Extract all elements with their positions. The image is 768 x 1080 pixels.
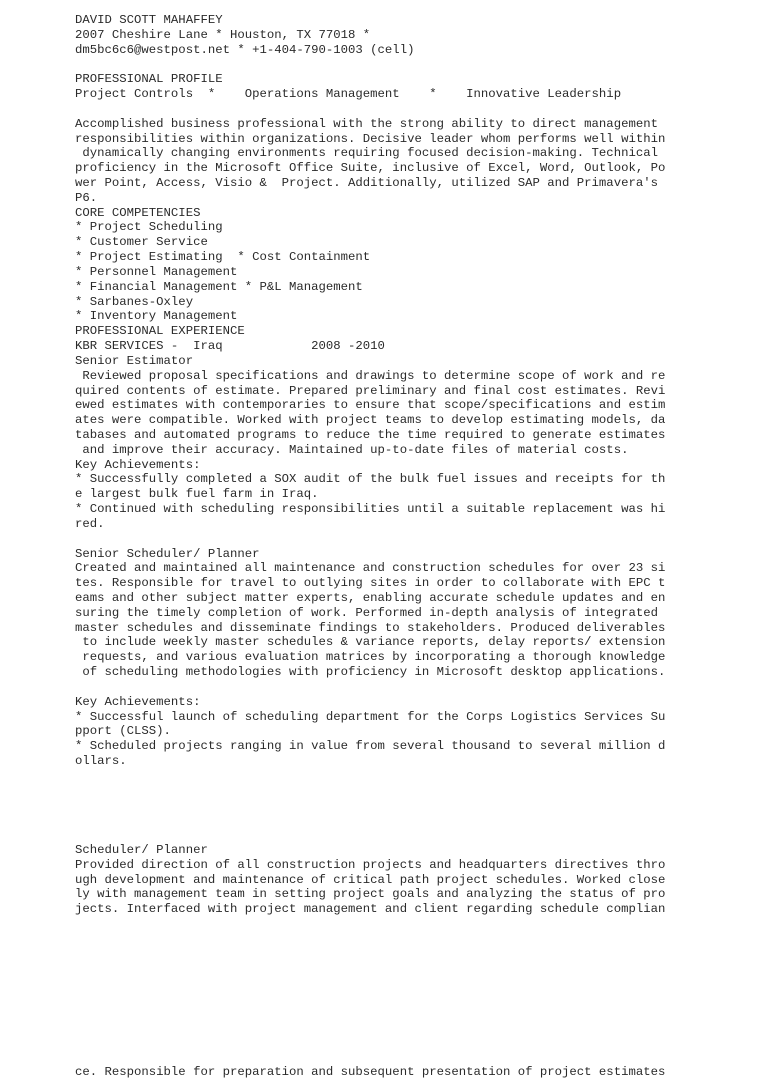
text-line: jects. Interfaced with project management and client regarding schedule complian <box>75 902 666 917</box>
text-line: * Personnel Management <box>75 264 238 279</box>
text-line: master schedules and disseminate findings to stakeholders. Produced deliverables <box>75 620 666 635</box>
text-line: KBR SERVICES - Iraq 2008 -2010 <box>75 339 385 354</box>
text-line: * Scheduled projects ranging in value from several thousand to several million d <box>75 739 666 754</box>
text-line: Accomplished business professional with the strong ability to direct management <box>75 116 658 131</box>
text-line: Reviewed proposal specifications and drawings to determine scope of work and re <box>75 368 666 383</box>
text-line: ly with management team in setting project goals and analyzing the status of pro <box>75 887 666 902</box>
text-line: dynamically changing environments requiring focused decision-making. Technical <box>75 146 658 161</box>
text-line: PROFESSIONAL PROFILE <box>75 72 223 87</box>
text-line: PROFESSIONAL EXPERIENCE <box>75 324 245 339</box>
text-line: * Sarbanes-Oxley <box>75 294 194 309</box>
text-line: e largest bulk fuel farm in Iraq. <box>75 487 319 502</box>
text-line: requests, and various evaluation matrices by incorporating a thorough knowledge <box>75 650 666 665</box>
text-line: * Financial Management * P&L Management <box>75 279 363 294</box>
text-line: pport (CLSS). <box>75 724 171 739</box>
text-line: to include weekly master schedules & variance reports, delay reports/ extension <box>75 635 666 650</box>
text-line: * Project Estimating * Cost Containment <box>75 250 371 265</box>
text-line: Key Achievements: <box>75 457 201 472</box>
text-line: * Customer Service <box>75 235 208 250</box>
text-line: * Successfully completed a SOX audit of the bulk fuel issues and receipts for th <box>75 472 666 487</box>
text-line: Project Controls * Operations Management * Innovative Leadership <box>75 87 622 102</box>
text-line: eams and other subject matter experts, enabling accurate schedule updates and en <box>75 590 666 605</box>
text-line: wer Point, Access, Visio & Project. Additionally, utilized SAP and Primavera's <box>75 176 658 191</box>
text-line: of scheduling methodologies with proficiency in Microsoft desktop applications. <box>75 665 666 680</box>
text-line: tabases and automated programs to reduce the time required to generate estimates <box>75 427 666 442</box>
text-line: ugh development and maintenance of critical path project schedules. Worked close <box>75 872 666 887</box>
text-line: P6. <box>75 190 98 205</box>
text-line: ollars. <box>75 754 127 768</box>
text-line: red. <box>75 516 105 531</box>
text-line: 2007 Cheshire Lane * Houston, TX 77018 * <box>75 27 371 42</box>
text-line: tes. Responsible for travel to outlying sites in order to collaborate with EPC t <box>75 576 666 591</box>
text-line: Key Achievements: <box>75 694 201 709</box>
text-line: ce. Responsible for preparation and subsequent presentation of project estimates <box>75 1065 666 1080</box>
text-line: dm5bc6c6@westpost.net * +1-404-790-1003 (cell) <box>75 42 415 57</box>
text-line: * Continued with scheduling responsibilities until a suitable replacement was hi <box>75 502 666 517</box>
text-line: responsibilities within organizations. Decisive leader whom performs well within <box>75 131 666 146</box>
text-line: * Inventory Management <box>75 309 238 324</box>
text-line: DAVID SCOTT MAHAFFEY <box>75 13 223 27</box>
text-line: quired contents of estimate. Prepared preliminary and final cost estimates. Revi <box>75 383 666 398</box>
text-line: Provided direction of all construction projects and headquarters directives thro <box>75 857 666 872</box>
text-line: * Successful launch of scheduling department for the Corps Logistics Services Su <box>75 709 666 724</box>
text-line: ewed estimates with contemporaries to ensure that scope/specifications and estim <box>75 398 666 413</box>
text-line: Senior Scheduler/ Planner <box>75 546 260 561</box>
text-line: Created and maintained all maintenance and construction schedules for over 23 si <box>75 561 666 576</box>
text-line: proficiency in the Microsoft Office Suite, inclusive of Excel, Word, Outlook, Po <box>75 161 666 176</box>
text-line: suring the timely completion of work. Performed in-depth analysis of integrated <box>75 605 658 620</box>
text-line: Scheduler/ Planner <box>75 842 208 857</box>
text-line: and improve their accuracy. Maintained up-to-date files of material costs. <box>75 442 629 457</box>
text-line: ates were compatible. Worked with project teams to develop estimating models, da <box>75 413 666 428</box>
text-line: Senior Estimator <box>75 353 194 368</box>
text-line: CORE COMPETENCIES <box>75 205 201 220</box>
text-line: * Project Scheduling <box>75 220 223 235</box>
